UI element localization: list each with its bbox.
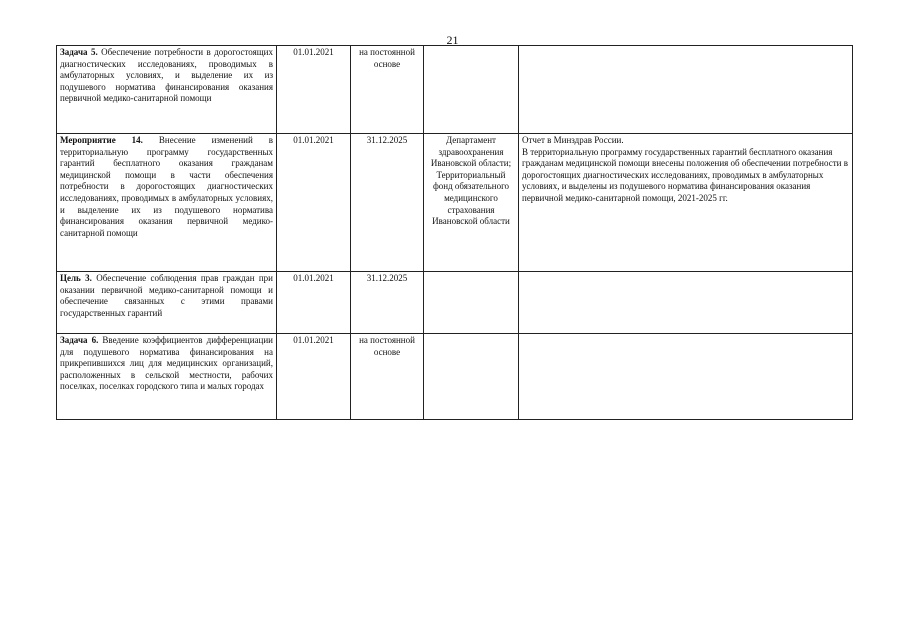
item-text: Внесение изменений в территориальную программу государственных гарантий бесплатного оказания гражданам медицинской помощи в части обеспечения потребности в дорогостоящих диагностических исследованиях, проводимых в амбулаторных условиях, и выделение их из подушевого норматива финансирования оказания первичной медико-санитарной помощи: [60, 135, 273, 238]
item-kind: Задача 6.: [60, 335, 99, 345]
item-kind: Цель 3.: [60, 273, 92, 283]
result-line: В территориальную программу государственных гарантий бесплатного оказания гражданам медицинской помощи внесены положения об обеспечении потребности в дорогостоящих диагностических исследованиях, проводимых в амбулаторных условиях, и выделены из подушевого норматива финансирования оказания первичной медико-санитарной помощи, 2021-2025 гг.: [522, 146, 848, 203]
executor-cell: [424, 46, 519, 134]
result-cell: [519, 46, 853, 134]
item-text: для подушевого норматива финансирования на прикрепившихся лиц для медицинских организаций, расположенных в сельской местности, рабочих поселках, поселках городского типа и малых городах: [60, 346, 273, 392]
table-row: [57, 46, 853, 134]
start-date-cell: 01.01.2021: [277, 46, 351, 134]
page-number: 21: [446, 33, 459, 47]
item-kind: Мероприятие 14.: [60, 135, 143, 145]
table-row: [57, 272, 853, 334]
end-date-cell: 31.12.2025: [351, 272, 424, 334]
item-text: Обеспечение потребности в дорогостоящих диагностических исследованиях, проводимых в амбулаторных условиях, и выделение их из подушевого норматива финансирования оказания первичной медико-санитарной помощи: [60, 47, 273, 104]
result-cell: [519, 134, 853, 272]
result-line: Отчет в Минздрав России.: [522, 135, 624, 145]
item-cell: [57, 46, 277, 134]
end-date-cell: на постоянной основе: [351, 334, 424, 420]
start-date-cell: 01.01.2021: [277, 134, 351, 272]
start-date-cell: 01.01.2021: [277, 334, 351, 420]
table-row: [57, 334, 853, 420]
plan-table: [56, 45, 853, 420]
result-cell: [519, 272, 853, 334]
item-kind: Задача 5.: [60, 47, 98, 57]
item-cell: [57, 334, 277, 420]
end-date-cell: 31.12.2025: [351, 134, 424, 272]
start-date-cell: 01.01.2021: [277, 272, 351, 334]
item-heading-line: [60, 335, 273, 347]
item-cell: [57, 272, 277, 334]
executor-cell: [424, 334, 519, 420]
table-row: [57, 134, 853, 272]
executor-cell: [424, 272, 519, 334]
item-cell: [57, 134, 277, 272]
item-text-first: Введение коэффициентов дифференциации: [102, 335, 273, 345]
end-date-cell: на постоянной основе: [351, 46, 424, 134]
executor-cell: Департамент здравоохранения Ивановской области; Территориальный фонд обязательного медицинского страхования Ивановской области: [424, 134, 519, 272]
item-text: Обеспечение соблюдения прав граждан при оказании первичной медико-санитарной помощи и обеспечение связанных с этими правами государственных гарантий: [60, 273, 274, 318]
result-cell: [519, 334, 853, 420]
